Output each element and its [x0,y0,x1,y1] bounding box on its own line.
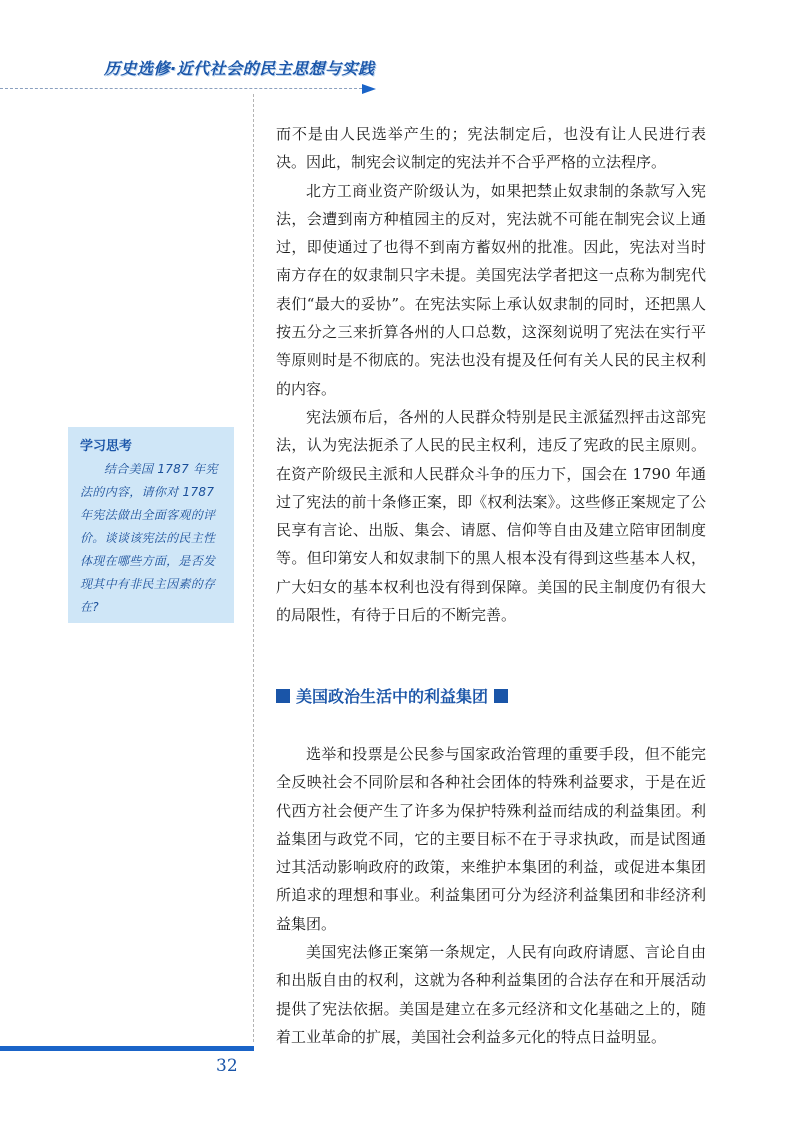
section-heading [276,684,508,707]
section-paragraph-1: 选举和投票是公民参与国家政治管理的重要手段，但不能完全反映社会不同阶层和各种社会团体的特殊利益要求，于是在近代西方社会便产生了许多为保护特殊利益而结成的利益集团。利益集团与政党不同，它的主要目标不在于寻求执政，而是试图通过其活动影响政府的政策，来维护本集团的利益，或促进本集团所追求的理想和事业。利益集团可分为经济利益集团和非经济利益集团。 [276,745,706,933]
study-thinking-title: 学习思考 [80,439,133,454]
paragraph-1: 而不是由人民选举产生的；宪法制定后，也没有让人民进行表决。因此，制宪会议制定的宪法并不合乎严格的立法程序。 [276,125,706,172]
section-text [276,740,706,1051]
page-number: 32 [216,1056,238,1076]
paragraph-2: 北方工商业资产阶级认为，如果把禁止奴隶制的条款写入宪法，会遭到南方种植园主的反对，宪法就不可能在制宪会议上通过，即使通过了也得不到南方蓄奴州的批准。因此，宪法对当时南方存在的奴隶制只字未提。美国宪法学者把这一点称为制宪代表们“最大的妥协”。在宪法实际上承认奴隶制的同时，还把黑人按五分之三来折算各州的人口总数，这深刻说明了宪法在实行平等原则时是不彻底的。宪法也没有提及任何有关人民的民主权利的内容。 [276,181,706,398]
column-divider [253,94,254,1042]
square-bullet-icon [276,689,290,703]
square-bullet-icon [494,689,508,703]
study-thinking-body: 结合美国 1787 年宪法的内容，请你对 1787 年宪法做出全面客观的评价。谈谈该宪法的民主性体现在哪些方面，是否发现其中有非民主因素的存在? [80,462,218,614]
paragraph-3: 宪法颁布后，各州的人民群众特别是民主派猛烈抨击这部宪法，认为宪法扼杀了人民的民主权利，违反了宪政的民主原则。在资产阶级民主派和人民群众斗争的压力下，国会在 1790 年通过了宪法的前十条修正案，即《权利法案》。这些修正案规定了公民享有言论、出版、集会、请愿、信仰等自由及建立陪审团制度等。但印第安人和奴隶制下的黑人根本没有得到这些基本人权，广大妇女的基本权利也没有得到保障。美国的民主制度仍有很大的局限性，有待于日后的不断完善。 [276,407,706,625]
running-header-title: 历史选修·近代社会的民主思想与实践 [104,59,375,78]
main-text [276,120,706,629]
section-heading-text: 美国政治生活中的利益集团 [296,687,489,706]
section-paragraph-2: 美国宪法修正案第一条规定，人民有向政府请愿、言论自由和出版自由的权利，这就为各种利益集团的合法存在和开展活动提供了宪法依据。美国是建立在多元经济和文化基础之上的，随着工业革命的扩展，美国社会利益多元化的特点日益明显。 [276,943,706,1046]
footer-bar [0,1046,254,1051]
header-arrow-icon [362,84,376,94]
study-thinking-box [68,427,234,623]
header-dashed-rule [0,88,372,89]
